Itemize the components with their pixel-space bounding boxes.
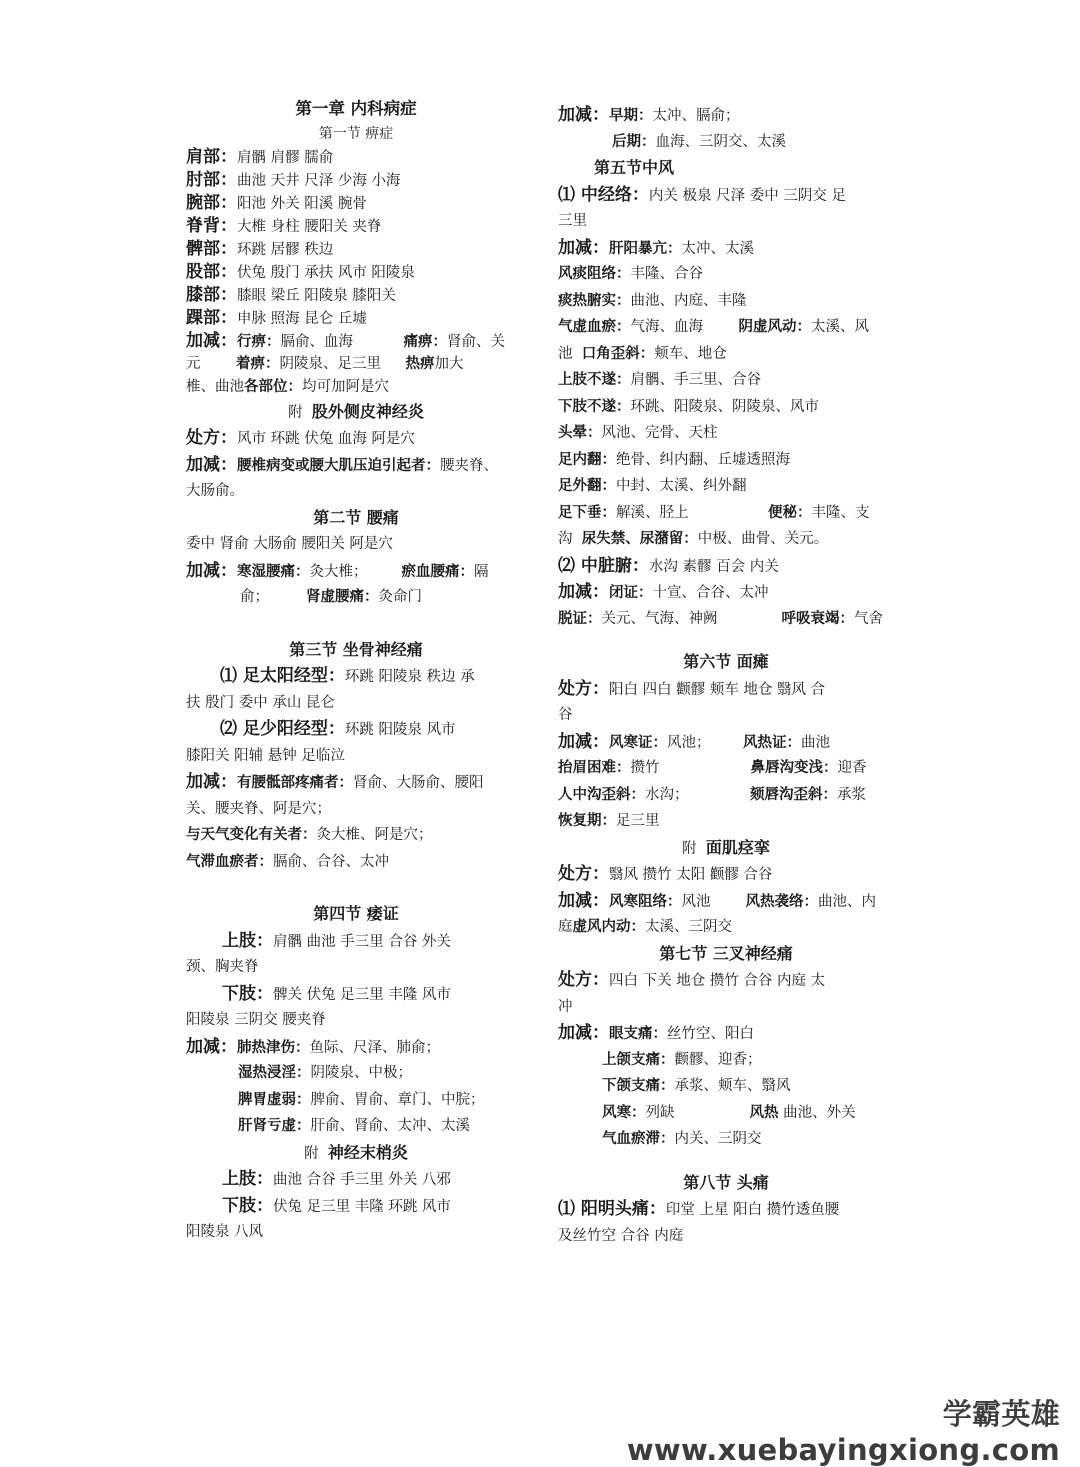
list-item: 脊背：大椎 身柱 腰阳关 夹脊: [186, 215, 382, 236]
prescription-line: 处方：风市 环跳 伏兔 血海 阿是穴: [186, 428, 415, 448]
type-line: 膝阳关 阳辅 悬钟 足临泣: [186, 747, 345, 764]
modifier-line: 风寒：列缺 风热 曲池、外关: [602, 1104, 856, 1121]
modifier-line: 加减：眼支痛：丝竹空、阳白: [558, 1023, 754, 1043]
modifier-line: 关、腰夹脊、阿是穴；: [186, 800, 331, 817]
type-line: 扶 殷门 委中 承山 昆仑: [186, 694, 335, 711]
modifier-line: 椎、曲池各部位：均可加阿是穴: [186, 378, 389, 395]
modifier-line: 加减：腰椎病变或腰大肌压迫引起者：腰夹脊、: [186, 454, 498, 475]
modifier-line: 后期：血海、三阴交、太溪: [612, 133, 786, 150]
limb-line: 下肢：伏兔 足三里 丰隆 环跳 风市: [222, 1195, 451, 1216]
modifier-line: 痰热腑实：曲池、内庭、丰隆: [558, 292, 747, 309]
prescription-line: 冲: [558, 998, 573, 1015]
modifier-line: 庭虚风内动：太溪、三阴交: [558, 919, 732, 935]
section-title: 第三节 坐骨神经痛: [289, 639, 423, 659]
type-line: ⑵ 中脏腑：水沟 素髎 百会 内关: [558, 555, 779, 576]
limb-line: 下肢：髀关 伏兔 足三里 丰隆 风市: [222, 983, 451, 1004]
type-line: ⑴ 中经络：内关 极泉 尺泽 委中 三阴交 足: [558, 184, 846, 205]
modifier-line: 池 口角歪斜：颊车、地仓: [558, 345, 727, 362]
modifier-line: 加减：肺热津伤：鱼际、尺泽、肺俞；: [186, 1036, 440, 1057]
list-item: 股部：伏兔 殷门 承扶 风市 阳陵泉: [186, 261, 415, 282]
list-item: 腕部：阳池 外关 阳溪 腕骨: [186, 192, 367, 213]
prescription-line: 委中 肾俞 大肠俞 腰阳关 阿是穴: [186, 536, 393, 552]
modifier-line: 下颌支痛：承浆、颊车、翳风: [602, 1078, 791, 1094]
modifier-line: 湿热浸淫：阴陵泉、中极；: [238, 1065, 412, 1081]
modifier-line: 气血瘀滞：内关、三阴交: [602, 1131, 762, 1147]
modifier-line: 加减：早期：太冲、膈俞；: [558, 105, 740, 125]
modifier-line: 加减：有腰骶部疼痛者：肾俞、大肠俞、腰阳: [186, 772, 484, 792]
section-title: 第六节 面瘫: [683, 652, 769, 671]
appendix-title: 附 面肌痉挛: [682, 837, 770, 857]
prescription-line: 处方：翳风 攒竹 太阳 颧髎 合谷: [558, 864, 773, 884]
modifier-line: 气虚血瘀：气海、血海 阴虚风动：太溪、风: [558, 319, 869, 335]
modifier-line: 头晕：风池、完骨、天柱: [558, 425, 718, 441]
modifier-line: 加减：寒湿腰痛：灸大椎； 瘀血腰痛：隔: [186, 560, 489, 581]
type-line: ⑵ 足少阳经型：环跳 阳陵泉 风市: [220, 719, 456, 739]
type-line: ⑴ 阳明头痛：印堂 上星 阳白 攒竹透鱼腰: [558, 1199, 840, 1219]
prescription-line: 处方：阳白 四白 颧髎 颊车 地仓 翳风 合: [558, 678, 826, 699]
section-title: 第七节 三叉神经痛: [659, 943, 793, 963]
modifier-line: 加减：行痹：膈俞、血海 痛痹：肾俞、关: [186, 330, 505, 351]
prescription-line: 处方：四白 下关 地仓 攒竹 合谷 内庭 太: [558, 970, 826, 990]
modifier-line: 加减：风寒证：风池； 风热证：曲池: [558, 731, 830, 752]
list-item: 肩部：肩髃 肩髎 臑俞: [186, 146, 334, 167]
modifier-line: 上颌支痛：颧髎、迎香；: [602, 1051, 762, 1068]
section-title: 第二节 腰痛: [313, 507, 399, 527]
modifier-line: 恢复期：足三里: [558, 813, 660, 829]
appendix-title: 附 神经末梢炎: [304, 1142, 408, 1162]
right-column: [558, 102, 894, 1249]
modifier-line: 脱证：关元、气海、神阙 呼吸衰竭：气舍: [558, 610, 883, 627]
modifier-line: 脾胃虚弱：脾俞、胃俞、章门、中脘；: [238, 1091, 485, 1108]
modifier-line: 下肢不遂：环跳、阳陵泉、阴陵泉、风市: [558, 398, 819, 415]
modifier-line: 俞； 肾虚腰痛：灸命门: [240, 589, 422, 605]
section-title: 第八节 头痛: [683, 1172, 769, 1192]
modifier-line: 加减：风寒阻络：风池 风热袭络：曲池、内: [558, 890, 876, 911]
left-column: [186, 96, 526, 1246]
modifier-line: 足内翻：绝骨、纠内翻、丘墟透照海: [558, 451, 790, 468]
modifier-line: 大肠俞。: [186, 483, 244, 499]
type-line: 及丝竹空 合谷 内庭: [558, 1227, 684, 1244]
limb-line: 阳陵泉 三阴交 腰夹脊: [186, 1012, 326, 1028]
section-title: 第四节 痿证: [313, 904, 399, 923]
modifier-line: 风痰阻络：丰隆、合谷: [558, 266, 703, 282]
limb-line: 颈、胸夹脊: [186, 959, 259, 975]
watermark: 学霸英雄 www.xuebayingxiong.com: [626, 1397, 1060, 1467]
type-line: ⑴ 足太阳经型：环跳 阳陵泉 秩边 承: [220, 666, 475, 686]
prescription-line: 谷: [558, 707, 573, 723]
modifier-line: 肝肾亏虚：肝俞、肾俞、太冲、太溪: [238, 1118, 470, 1134]
list-item: 踝部：申脉 照海 昆仑 丘墟: [186, 307, 367, 328]
modifier-line: 人中沟歪斜：水沟； 颏唇沟歪斜：承浆: [558, 786, 866, 803]
list-item: 膝部：膝眼 梁丘 阳陵泉 膝阳关: [186, 284, 396, 305]
list-item: 髀部：环跳 居髎 秩边: [186, 238, 334, 259]
section-title: 第一节 痹症: [318, 125, 394, 142]
modifier-line: 元 着痹：阴陵泉、足三里 热痹加大: [186, 355, 464, 372]
modifier-line: 与天气变化有关者：灸大椎、阿是穴；: [186, 827, 433, 843]
limb-line: 阳陵泉 八风: [186, 1224, 264, 1240]
modifier-line: 足下垂：解溪、胫上 便秘：丰隆、支: [558, 504, 870, 521]
section-title: 第五节中风: [594, 158, 675, 177]
modifier-line: 上肢不遂：肩髃、手三里、合谷: [558, 372, 761, 388]
modifier-line: 加减：闭证：十宣、合谷、太冲: [558, 582, 769, 602]
modifier-line: 沟 尿失禁、尿潴留：中极、曲骨、关元。: [558, 531, 829, 547]
modifier-line: 足外翻：中封、太溪、纠外翻: [558, 478, 747, 494]
modifier-line: 抬眉困难：攒竹 鼻唇沟变浅：迎香: [558, 760, 867, 776]
type-line: 三里: [558, 213, 587, 229]
appendix-title: 附 股外侧皮神经炎: [288, 401, 424, 421]
limb-line: 上肢：肩髃 曲池 手三里 合谷 外关: [222, 930, 451, 951]
modifier-line: 加减：肝阳暴亢：太冲、太溪: [558, 237, 754, 258]
limb-line: 上肢：曲池 合谷 手三里 外关 八邪: [222, 1169, 451, 1189]
chapter-title: 第一章 内科病症: [295, 99, 417, 118]
modifier-line: 气滞血瘀者：膈俞、合谷、太冲: [186, 853, 389, 870]
list-item: 肘部：曲池 天井 尺泽 少海 小海: [186, 169, 401, 190]
